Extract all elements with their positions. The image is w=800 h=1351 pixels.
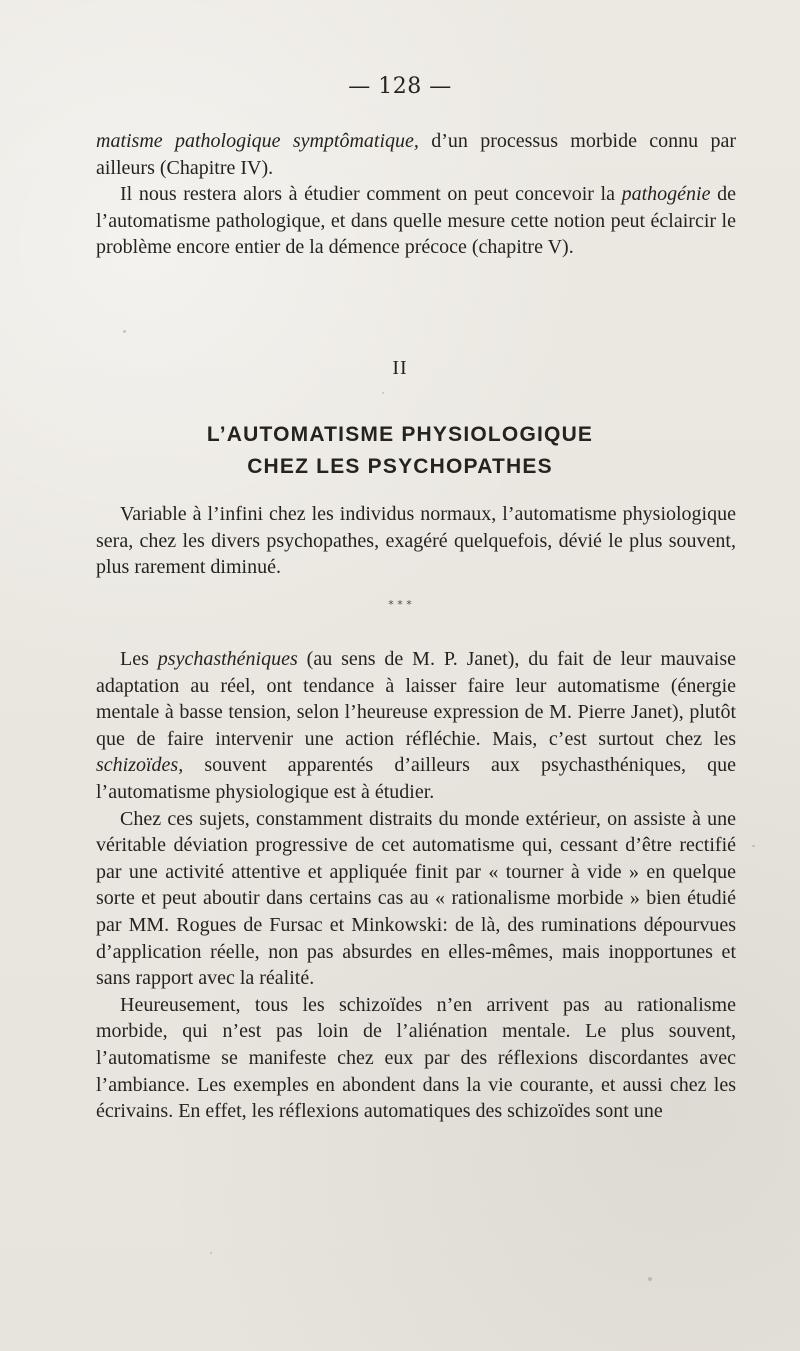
- section-intro: [96, 501, 736, 581]
- body-paragraph-1: [96, 646, 736, 806]
- paper-speck: [382, 392, 384, 394]
- paper-speck: [752, 845, 755, 847]
- intro-paragraph-1-text: d’un processus morbide connu par ailleurs (Chapitre IV).: [96, 130, 736, 179]
- intro-paragraph-1: [96, 128, 736, 181]
- body-paragraph-3: Heureusement, tous les schizoïdes n’en arrivent pas au rationalisme morbide, qui n’est pas loin de l’aliénation mentale. Le plus souvent, l’automatisme se manifeste chez eux par des réflexions discordantes avec l’ambiance. Les exemples en abondent dans la vie courante, et aussi chez les écrivains. En effet, les réflexions automatiques des schizoïdes sont une: [96, 993, 736, 1123]
- intro-paragraph-2: [96, 181, 736, 261]
- intro-paragraph-2-text-a: Il nous restera alors à étudier comment on peut concevoir la: [120, 183, 622, 206]
- section-paragraph-1: Variable à l’infini chez les individus normaux, l’automatisme physiologique sera, chez les divers psychopathes, exagéré quelquefois, dévié le plus souvent, plus rarement diminué.: [96, 503, 736, 579]
- body-paragraph-1-italic-a: psychasthéniques: [157, 648, 298, 670]
- section-number: II: [392, 357, 408, 379]
- body-paragraph-1-italic-b: schizoïdes,: [96, 754, 184, 777]
- asterism-separator: [376, 600, 424, 628]
- asterism-text: * * *: [388, 598, 412, 611]
- intro-paragraph-1-italic: matisme pathologique symptômatique,: [96, 130, 419, 152]
- paper-speck: [210, 1252, 212, 1254]
- body-paragraph-1-text-c: souvent apparentés d’ailleurs aux psychasthéniques, que l’automatisme physiologique est à étudier.: [96, 754, 736, 803]
- body-paragraph-2: Chez ces sujets, constamment distraits du monde extérieur, on assiste à une véritable déviation progressive de cet automatisme qui, cessant d’être rectifié par une activité attentive et appliquée finit par « tourner à vide » en quelque sorte et peut aboutir dans certains cas au « rationalisme morbide » bien étudié par MM. Rogues de Fursac et Minkowski: de là, des ruminations dépourvues d’application réelle, non pas absurdes en elles-mêmes, mais inopportunes et sans rapport avec la réalité.: [96, 807, 736, 990]
- section-title-line-1: L’AUTOMATISME PHYSIOLOGIQUE: [206, 423, 594, 446]
- paper-speck: [123, 330, 126, 333]
- main-text: [96, 646, 736, 1125]
- intro-paragraph-2-italic: pathogénie: [621, 183, 711, 206]
- section-title-line-2: CHEZ LES PSYCHOPATHES: [247, 455, 553, 478]
- page-number: — 128 —: [348, 74, 452, 99]
- intro-paragraph-2-text-b: de l’automatisme pathologique, et dans quelle mesure cette notion peut éclaircir le problème encore entier de la démence précoce (chapitre V).: [96, 183, 736, 259]
- body-paragraph-1-text-b: (au sens de M. P. Janet), du fait de leur mauvaise adaptation au réel, ont tendance à laisser faire leur automatisme (énergie mentale à basse tension, selon l’heureuse expression de M. Pierre Janet), plutôt que de faire intervenir une action réfléchie. Mais, c’est surtout chez les: [96, 648, 736, 750]
- paper-speck: [648, 1277, 652, 1281]
- body-paragraph-1-text-a: Les: [120, 648, 158, 670]
- intro-text: [96, 128, 736, 261]
